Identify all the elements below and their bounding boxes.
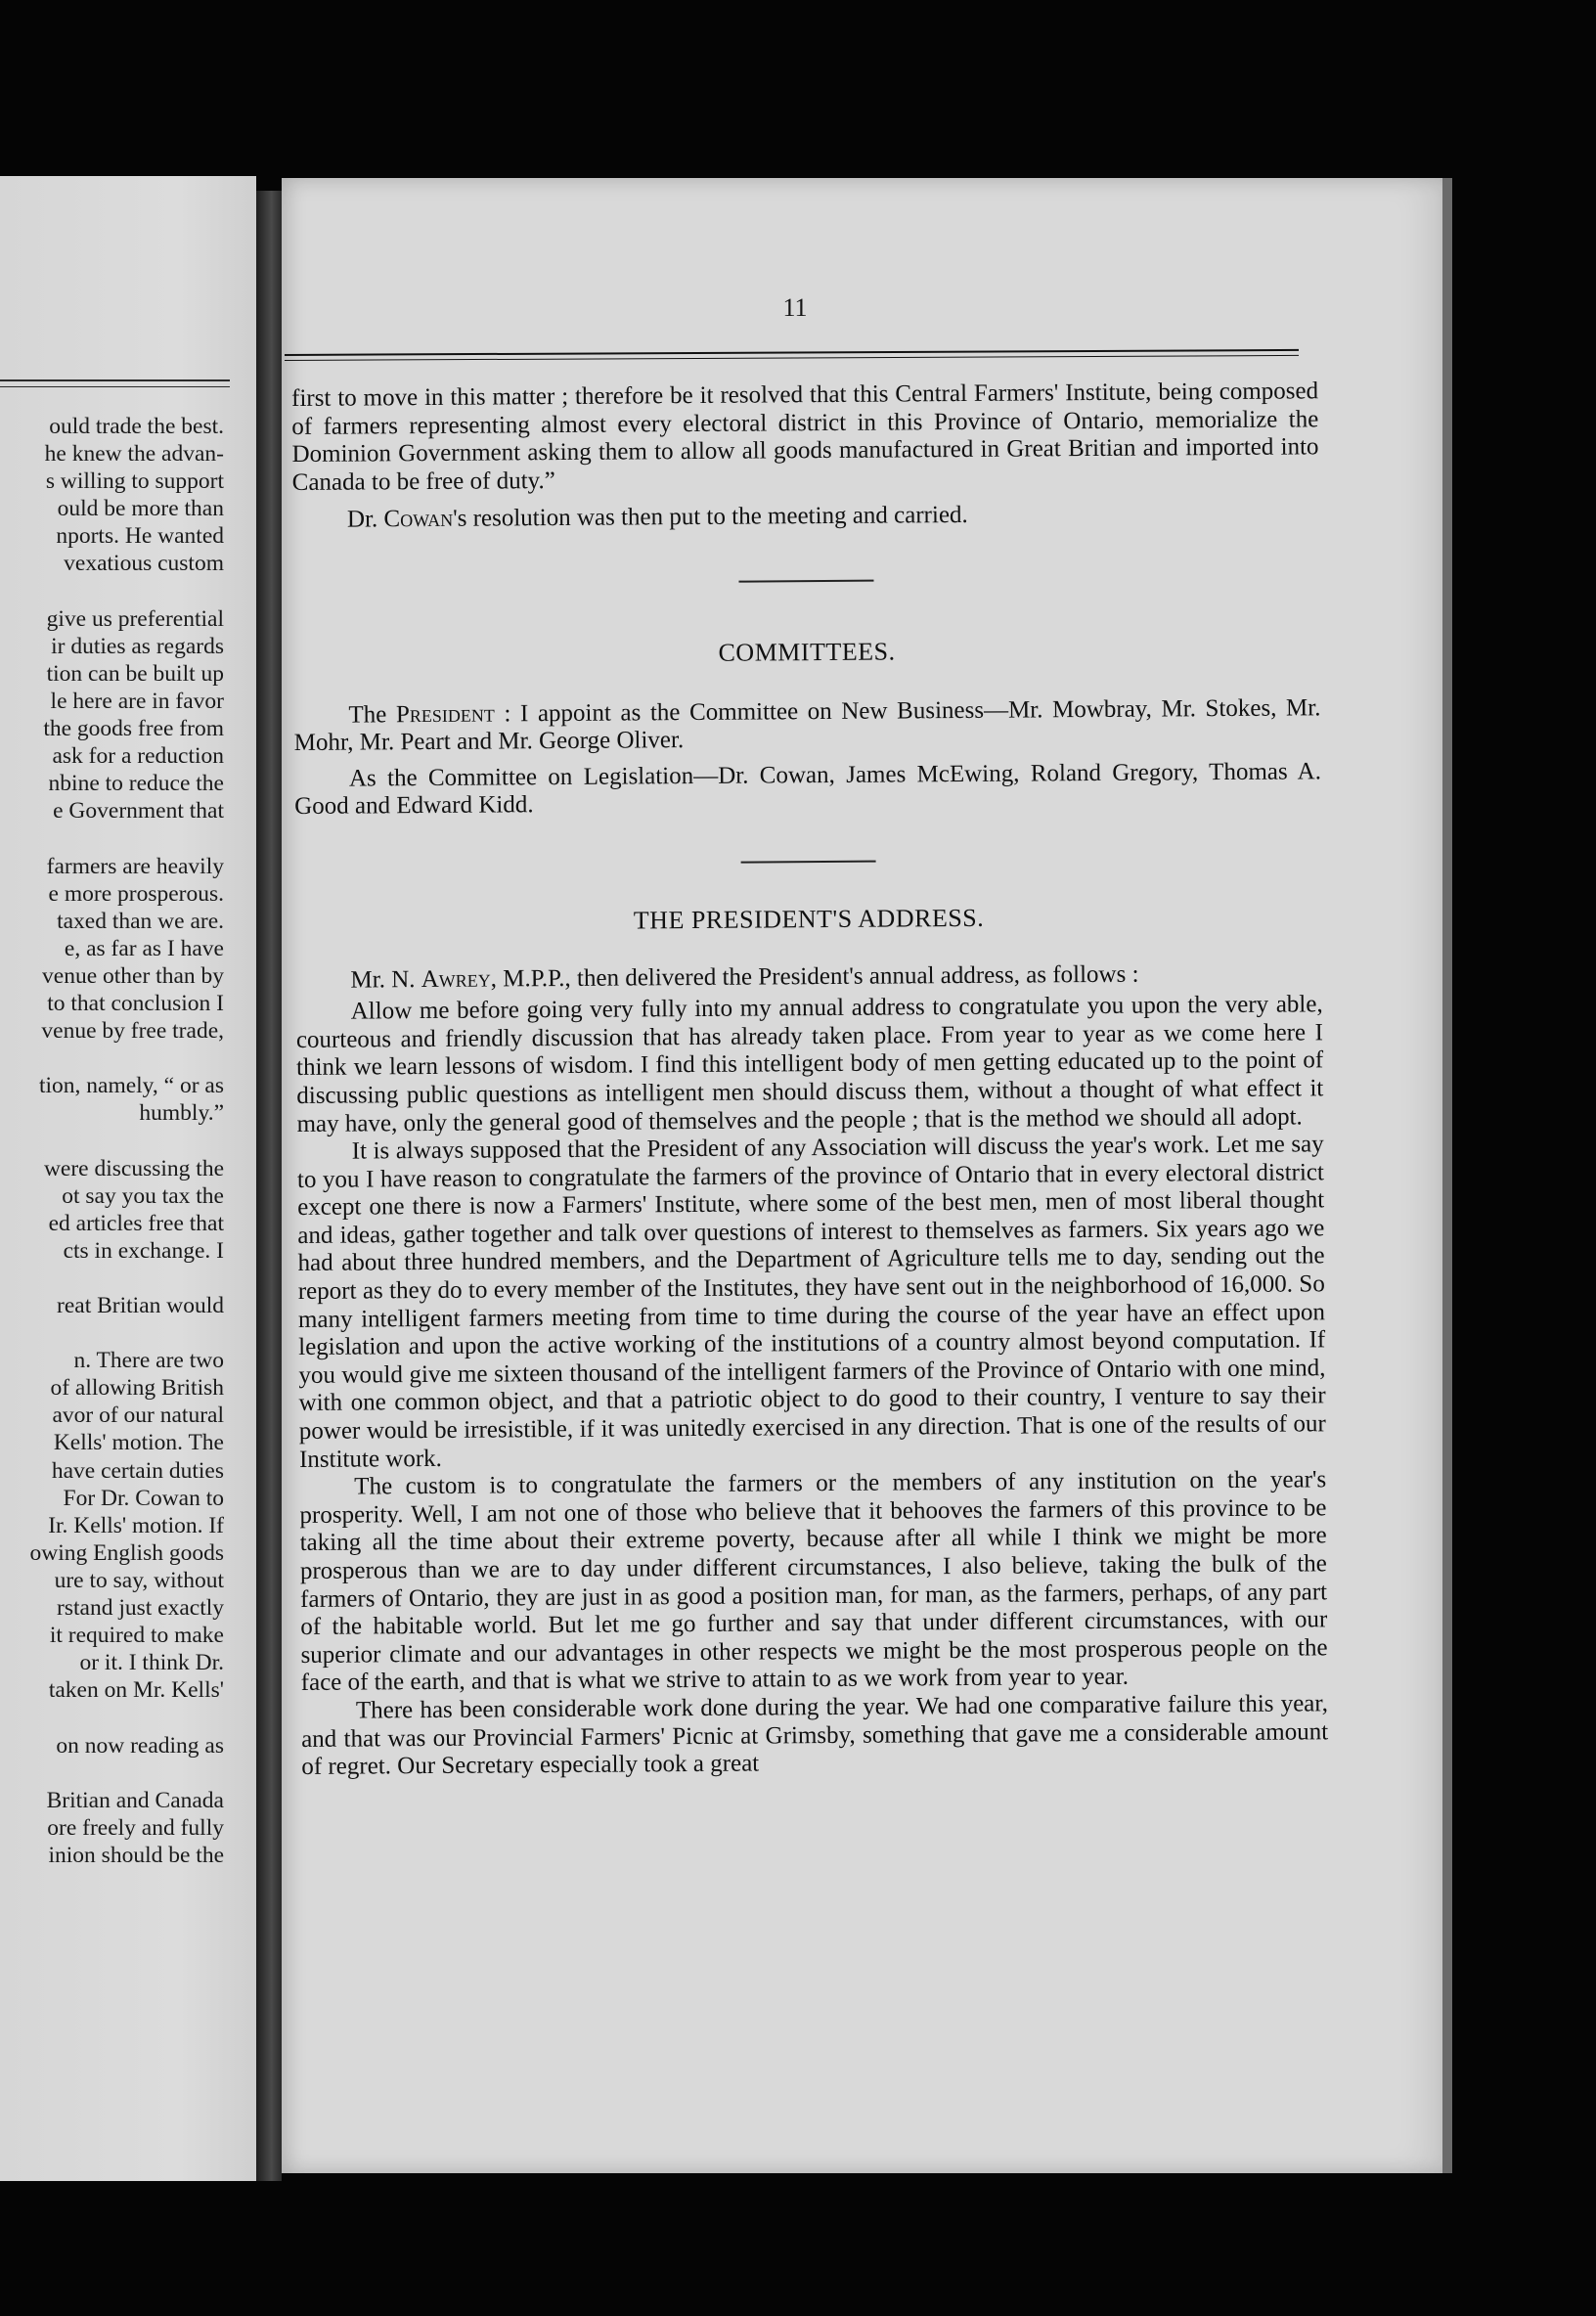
committees-text-pre: The <box>348 700 397 729</box>
left-page-line: cts in exchange. I <box>63 1237 224 1264</box>
address-paragraph-1: Allow me before going very fully into my annual address to congratulate you upon the very able, courteous and friendly discussion that has already taken place. From year to year as we come here I think we learn lessons of wisdom. I find this intelligent body of men getting educated up to the point of discussing public questions as intelligent men should discuss them, without a thought of what effect it may have, only the general good of themselves and the people ; that is the method we should all adopt. <box>295 991 1324 1137</box>
committees-speaker: President <box>395 700 495 728</box>
left-page-line: humbly.” <box>139 1100 224 1127</box>
left-page-gap <box>0 1319 224 1347</box>
left-page-line: taken on Mr. Kells' <box>48 1677 224 1704</box>
left-page-line: rstand just exactly <box>57 1595 224 1622</box>
left-page-line: nbine to reduce the <box>48 771 224 797</box>
left-page-line: taxed than we are. <box>57 908 224 934</box>
left-page-line: of allowing British <box>50 1375 224 1402</box>
left-page-line: Ir. Kells' motion. If <box>48 1512 224 1538</box>
left-page-line: venue other than by <box>42 962 224 989</box>
left-page-line: ore freely and fully <box>47 1814 224 1841</box>
page-number: 11 <box>782 293 808 322</box>
left-page-line: on now reading as <box>56 1732 224 1759</box>
left-page-line: ask for a reduction <box>52 743 224 770</box>
left-page-line: to that conclusion I <box>47 990 224 1016</box>
committees-paragraph-1 <box>293 694 1320 758</box>
address-paragraph-4: There has been considerable work done during the year. We had one comparative failure this year, and that was our Provincial Farmers' Picnic at Grimsby, something that gave me a considerable amount of regret. Our Secretary especially took a great <box>301 1690 1329 1781</box>
left-page-gap <box>0 1759 224 1787</box>
left-header-rule-thin <box>0 386 230 387</box>
address-intro-pre: Mr. N. <box>350 965 421 994</box>
left-page-line: were discussing the <box>43 1155 224 1181</box>
book-gutter <box>256 191 282 2181</box>
left-page-line: Kells' motion. The <box>53 1430 224 1456</box>
left-page-line: farmers are heavily <box>46 853 224 879</box>
left-page-line: or it. I think Dr. <box>79 1650 224 1676</box>
left-page-gap <box>0 1704 224 1731</box>
left-page-line: vexatious custom <box>64 551 224 577</box>
previous-page-fragment <box>0 176 256 2181</box>
header-rule-thin <box>285 355 1299 361</box>
left-page-gap <box>0 1127 224 1154</box>
address-intro-post: , M.P.P., then delivered the President's annual address, as follows : <box>490 960 1139 993</box>
address-paragraph-3: The custom is to congratulate the farmers or the members of any institution on the year's prosperity. Well, I am not one of those who believe that it behooves the farmers of this province to be taking all the time about their extreme poverty, because after all while I think we might be more prosperous than we are to day under different circumstances, I also believe, taking the bulk of the farmers of Ontario, they are just in as good a position man, for man, as the farmers, perhaps, of any part of the habitable world. But let me go further and say that under different circumstances, with our superior climate and our advantages in other respects we might be the most prosperous people on the face of the earth, and that is what we strive to attain to as we work from year to year. <box>299 1466 1328 1697</box>
carried-speaker-name: Cowan <box>383 506 454 533</box>
left-page-line: tion, namely, “ or as <box>38 1073 224 1099</box>
left-page-gap <box>0 824 224 852</box>
page-content <box>291 378 1328 1781</box>
page <box>282 178 1442 2173</box>
left-page-text <box>0 413 224 1869</box>
left-page-line: s willing to support <box>45 468 224 495</box>
left-page-line: For Dr. Cowan to <box>63 1485 224 1511</box>
left-page-line: le here are in favor <box>50 688 224 714</box>
committees-heading: COMMITTEES. <box>718 637 896 667</box>
address-heading: THE PRESIDENT'S ADDRESS. <box>633 903 985 935</box>
address-intro-name: Awrey <box>421 965 491 993</box>
left-page-line: inion should be the <box>48 1842 224 1868</box>
left-page-line: ould be more than <box>57 496 224 522</box>
left-page-line: nports. He wanted <box>56 523 224 550</box>
left-page-line: give us preferential <box>46 605 224 632</box>
left-page-line: have certain duties <box>51 1457 224 1484</box>
left-page-line: Britian and Canada <box>46 1787 224 1813</box>
carried-text-post: 's resolution was then put to the meeting and carried. <box>453 502 968 533</box>
opening-paragraph: first to move in this matter ; therefore be it resolved that this Central Farmers' Institute, being composed of farmers representing almost every electoral district in this Province of Ontario, memorialize the Dominion Government asking them to allow all goods manufactured in Great Britian and imported into Canada to be free of duty.” <box>291 378 1319 496</box>
left-header-rule <box>0 379 230 381</box>
left-page-line: ot say you tax the <box>62 1182 224 1209</box>
left-page-line: venue by free trade, <box>41 1018 224 1045</box>
address-paragraph-2: It is always supposed that the President of any Association will discuss the year's work. Let me say to you I have reason to congratulate the farmers of the province of Ontario that in every electoral district except one there is now a Farmers' Institute, where some of the best men, men of most liberal thought and ideas, gather together and talk over questions of interest to themselves as farmers. Six years ago we had about three hundred members, and the Department of Agriculture tells me to day, sending out the report as they do to every member of the Institutes, they have sent out in the neighborhood of 16,000. So many intelligent farmers meeting from time to time during the course of the year have an effect upon legislation and upon the active working of the institutions of a country almost beyond computation. If you would give me sixteen thousand of the intelligent farmers of the Province of Ontario with one mind, with one common object, and that a patriotic object to do good to their country, I venture to say their power would be irresistible, if it was unitedly exercised in any direction. That is one of the results of our Institute work. <box>296 1131 1326 1473</box>
left-page-line: tion can be built up <box>46 660 224 687</box>
left-page-line: reat Britian would <box>57 1293 224 1318</box>
left-page-line: he knew the advan- <box>44 441 224 468</box>
left-page-line: ould trade the best. <box>49 414 224 439</box>
left-page-line: avor of our natural <box>52 1403 224 1429</box>
committees-text-post: : I appoint as the Committee on New Business—Mr. Mowbray, Mr. Stokes, Mr. Mohr, Mr. Peart and Mr. George Oliver. <box>293 693 1321 757</box>
left-page-line: e more prosperous. <box>48 880 224 907</box>
left-page-line: n. There are two <box>73 1348 224 1374</box>
left-page-gap <box>0 1265 224 1292</box>
left-page-line: e Government that <box>53 798 224 824</box>
left-page-line: the goods free from <box>43 716 224 742</box>
left-page-line: ure to say, without <box>54 1567 224 1593</box>
left-page-line: it required to make <box>49 1623 224 1649</box>
page-edge-shadow <box>1442 178 1452 2173</box>
left-page-gap <box>0 1045 224 1072</box>
left-page-line: e, as far as I have <box>64 935 224 961</box>
left-page-gap <box>0 578 224 605</box>
left-page-line: owing English goods <box>29 1539 224 1566</box>
carried-text-pre: Dr. <box>346 506 384 533</box>
left-page-line: ir duties as regards <box>51 633 224 659</box>
left-page-line: ed articles free that <box>48 1210 224 1236</box>
committees-paragraph-2: As the Committee on Legislation—Dr. Cowan, James McEwing, Roland Gregory, Thomas A. Good and Edward Kidd. <box>294 758 1322 821</box>
